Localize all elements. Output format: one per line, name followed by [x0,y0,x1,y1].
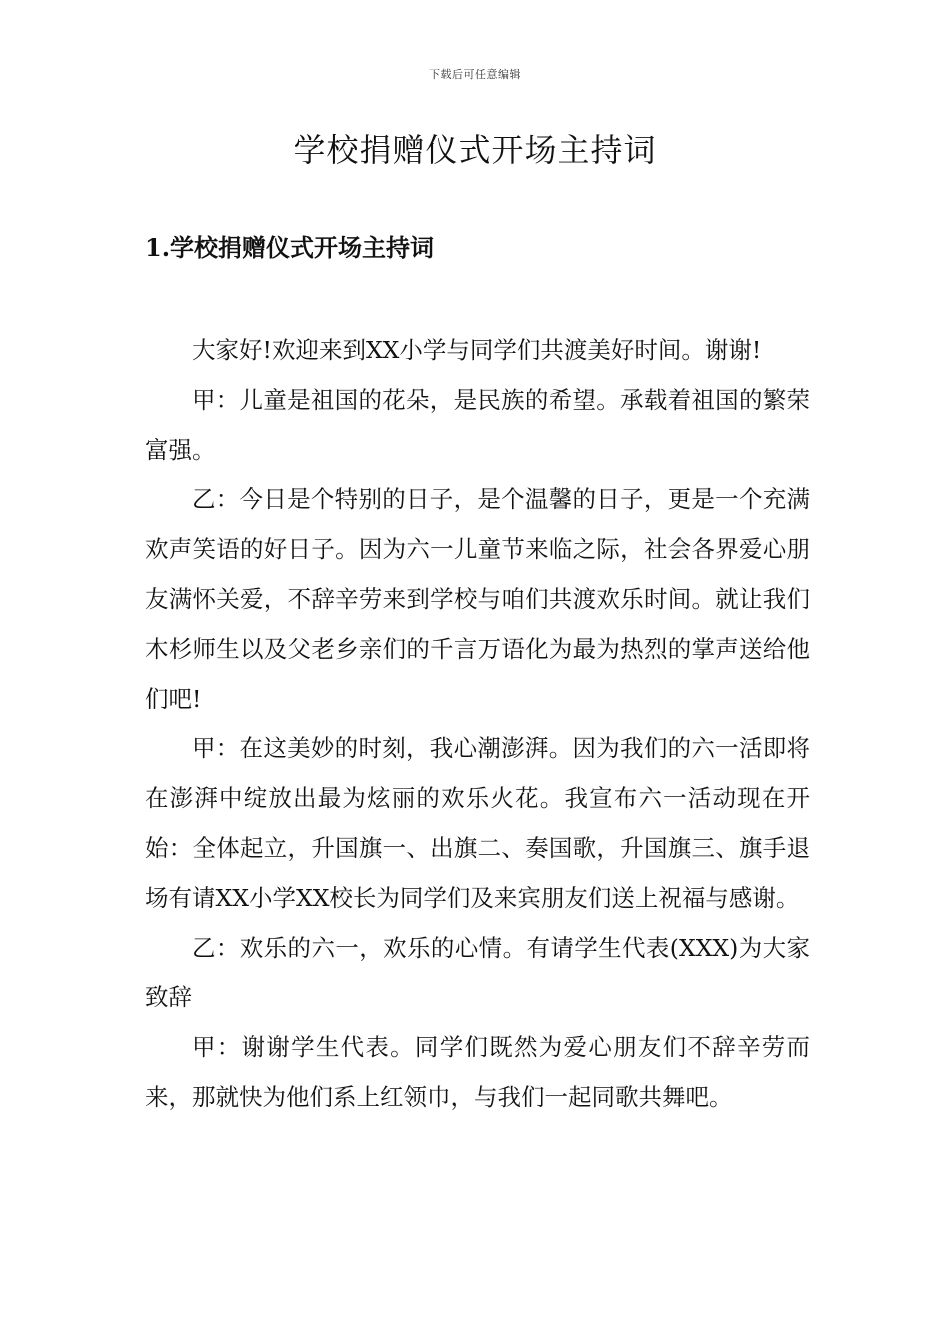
paragraph-jia-1: 甲：儿童是祖国的花朵，是民族的希望。承载着祖国的繁荣富强。 [145,385,810,464]
paragraph-jia-2: 甲：在这美妙的时刻，我心潮澎湃。因为我们的六一活即将在澎湃中绽放出最为炫丽的欢乐火花。我宣布六一活动现在开始：全体起立，升国旗一、出旗二、奏国歌，升国旗三、旗手退场有请XX小学XX校长为同学们及来宾朋友们送上祝福与感谢。 [145,734,810,912]
paragraph-yi-1: 乙：今日是个特别的日子，是个温馨的日子，更是一个充满欢声笑语的好日子。因为六一儿童节来临之际，社会各界爱心朋友满怀关爱，不辞辛劳来到学校与咱们共渡欢乐时间。就让我们木杉师生以及父老乡亲们的千言万语化为最为热烈的掌声送给他们吧! [145,485,810,713]
paragraph-yi-2: 乙：欢乐的六一，欢乐的心情。有请学生代表(XXX)为大家致辞 [145,933,810,1012]
document-title: 学校捐赠仪式开场主持词 [293,131,657,169]
body-text [145,326,810,1123]
paragraph-jia-3: 甲：谢谢学生代表。同学们既然为爱心朋友们不辞辛劳而来，那就快为他们系上红领巾，与我们一起同歌共舞吧。 [145,1033,810,1111]
header-note: 下载后可任意编辑 [429,68,521,81]
section-heading: 1.学校捐赠仪式开场主持词 [145,233,435,262]
paragraph-welcome: 大家好!欢迎来到XX小学与同学们共渡美好时间。谢谢! [192,336,762,364]
